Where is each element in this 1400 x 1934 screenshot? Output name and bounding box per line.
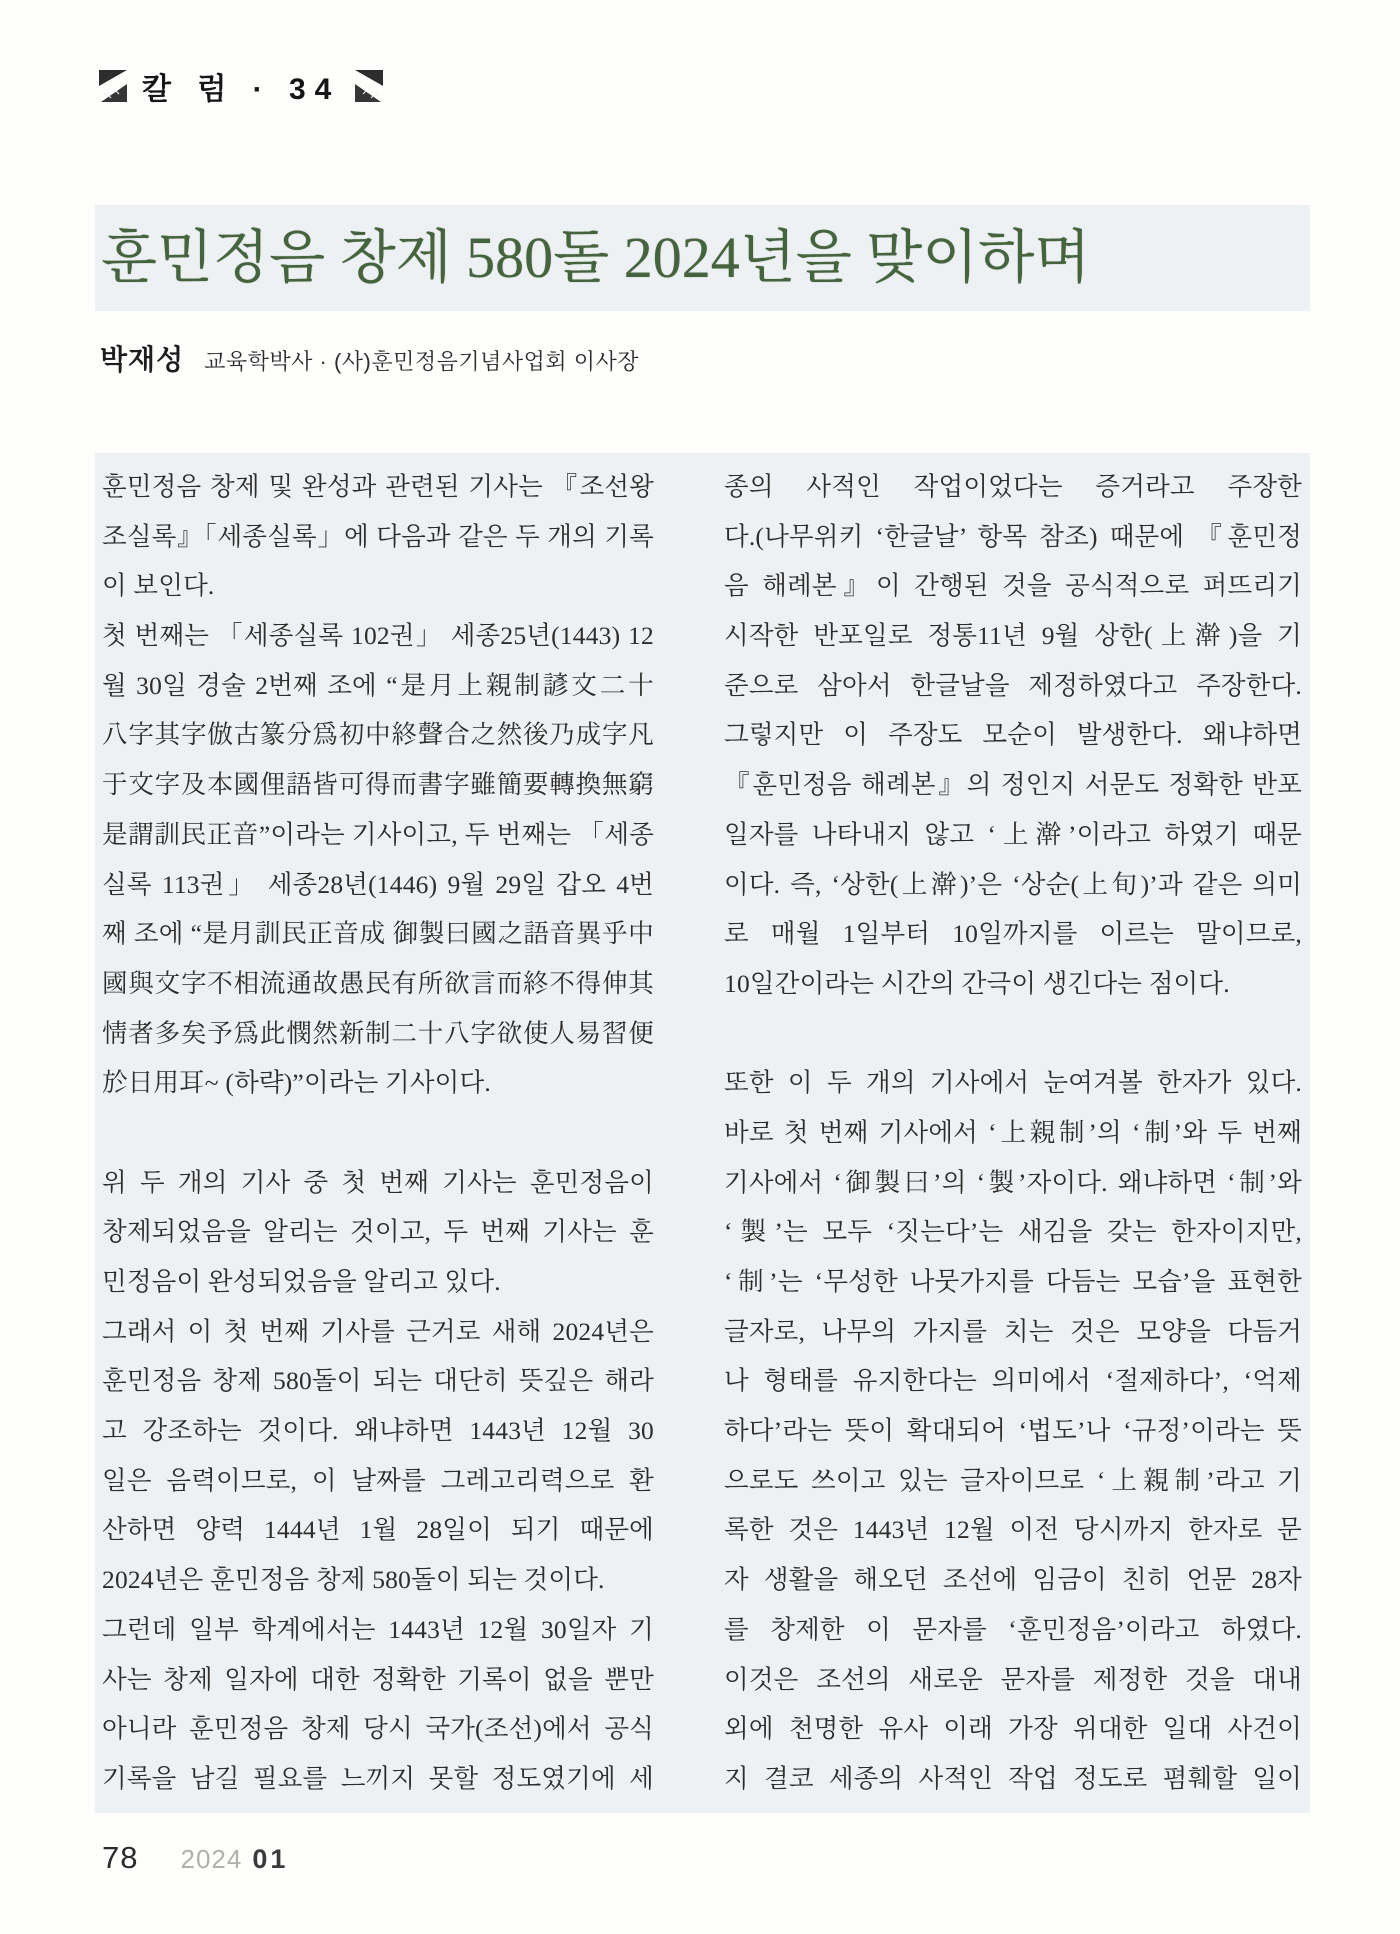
text-line: 그렇지만 이 주장도 모순이 발생한다. 왜냐하면 — [724, 720, 1302, 750]
text-line: 사는 창제 일자에 대한 정확한 기록이 없을 뿐만 — [102, 1664, 654, 1694]
text-line — [724, 1009, 1302, 1059]
text-line: 바로 첫 번째 기사에서 ‘上親制’의 ‘制’와 두 번째 — [724, 1117, 1302, 1147]
text-line: 國與文字不相流通故愚民有所欲言而終不得伸其 — [102, 968, 654, 998]
text-line: 조실록』「세종실록」에 다음과 같은 두 개의 기록 — [102, 521, 654, 551]
text-line: 10일간이라는 시간의 간극이 생긴다는 점이다. — [724, 968, 1230, 998]
text-line: 고 강조하는 것이다. 왜냐하면 1443년 12월 30 — [102, 1416, 654, 1446]
text-line: 종의 사적인 작업이었다는 증거라고 주장한 — [724, 472, 1302, 501]
page-number: 78 — [102, 1840, 139, 1875]
author-title: 교육학박사 · (사)훈민정음기념사업회 이사장 — [204, 349, 640, 374]
text-line: 째 조에 “是月訓民正音成 御製曰國之語音異乎中 — [102, 919, 654, 949]
text-line: 위 두 개의 기사 중 첫 번째 기사는 훈민정음이 — [102, 1167, 654, 1197]
text-line: 시작한 반포일로 정통11년 9월 상한(上澣)을 기 — [724, 621, 1302, 651]
text-line: 산하면 양력 1444년 1월 28일이 되기 때문에 — [102, 1515, 654, 1545]
text-line: 이 보인다. — [102, 571, 215, 601]
text-line: ‘製’는 모두 ‘짓는다’는 새김을 갖는 한자이지만, — [724, 1217, 1302, 1247]
title-band — [95, 205, 1310, 311]
text-line: 일은 음력이므로, 이 날짜를 그레고리력으로 환 — [102, 1465, 654, 1495]
text-line: 로 매월 1일부터 10일까지를 이르는 말이므로, — [724, 919, 1302, 949]
text-line: 또한 이 두 개의 기사에서 눈여겨볼 한자가 있다. — [724, 1068, 1302, 1098]
text-line: 于文字及本國俚語皆可得而書字雖簡要轉換無窮 — [102, 770, 654, 800]
text-line: 민정음이 완성되었음을 알리고 있다. — [102, 1267, 501, 1296]
text-line: 於日用耳~ (하략)”이라는 기사이다. — [102, 1068, 491, 1098]
text-line: 으로도 쓰이고 있는 글자이므로 ‘上親制’라고 기 — [724, 1465, 1302, 1495]
text-line: 첫 번째는 「세종실록 102권」 세종25년(1443) 12 — [102, 621, 654, 651]
text-line: 八字其字倣古篆分爲初中終聲合之然後乃成字凡 — [102, 720, 654, 750]
text-line: ‘制’는 ‘무성한 나뭇가지를 다듬는 모습’을 표현한 — [724, 1267, 1302, 1296]
text-line: 『훈민정음 해례본』의 정인지 서문도 정확한 반포 — [724, 770, 1302, 800]
article-body — [95, 453, 1310, 1813]
column-header-label: 칼 럼 · 34 — [142, 73, 341, 106]
text-line: 그런데 일부 학계에서는 1443년 12월 30일자 기 — [102, 1614, 654, 1644]
text-line: 자 생활을 해오던 조선에 임금이 친히 언문 28자 — [724, 1565, 1302, 1595]
text-line: 다.(나무위키 ‘한글날’ 항목 참조) 때문에 『훈민정 — [724, 521, 1302, 551]
text-line: 록한 것은 1443년 12월 이전 당시까지 한자로 문 — [724, 1515, 1302, 1545]
text-line: 하다’라는 뜻이 확대되어 ‘법도’나 ‘규정’이라는 뜻 — [724, 1416, 1302, 1446]
footer-issue: 01 — [252, 1844, 289, 1874]
text-line: 훈민정음 창제 580돌이 되는 대단히 뜻깊은 해라 — [102, 1366, 654, 1396]
text-line: 情者多矣予爲此憫然新制二十八字欲使人易習便 — [102, 1018, 654, 1048]
text-line: 일자를 나타내지 않고 ‘上澣’이라고 하였기 때문 — [724, 819, 1302, 849]
text-line: 훈민정음 창제 및 완성과 관련된 기사는 『조선왕 — [102, 472, 654, 501]
text-line: 是謂訓民正音”이라는 기사이고, 두 번째는 「세종 — [102, 819, 654, 849]
text-line: 지 결코 세종의 사적인 작업 정도로 폄훼할 일이 — [724, 1763, 1302, 1793]
text-line: 글자로, 나무의 가지를 치는 것은 모양을 다듬거 — [724, 1316, 1302, 1346]
article-title: 훈민정음 창제 580돌 2024년을 맞이하며 — [101, 225, 1091, 290]
text-line: 그래서 이 첫 번째 기사를 근거로 새해 2024년은 — [102, 1316, 654, 1346]
text-line: 이다. 즉, ‘상한(上澣)’은 ‘상순(上旬)’과 같은 의미 — [724, 869, 1302, 899]
text-line: 2024년은 훈민정음 창제 580돌이 되는 것이다. — [102, 1565, 605, 1595]
column-header-badge — [98, 66, 384, 106]
author-name: 박재성 — [100, 344, 185, 375]
ornament-left-icon — [98, 69, 128, 103]
text-line: 아니라 훈민정음 창제 당시 국가(조선)에서 공식 — [102, 1714, 654, 1744]
text-line: 창제되었음을 알리는 것이고, 두 번째 기사는 훈 — [102, 1217, 654, 1247]
text-line: 기록을 남길 필요를 느끼지 못할 정도였기에 세 — [102, 1763, 654, 1793]
right-column — [724, 462, 1302, 1804]
text-line: 준으로 삼아서 한글날을 제정하였다고 주장한다. — [724, 670, 1302, 700]
text-line: 를 창제한 이 문자를 ‘훈민정음’이라고 하였다. — [724, 1614, 1302, 1644]
text-line: 음 해례본』이 간행된 것을 공식적으로 퍼뜨리기 — [724, 571, 1302, 601]
text-line: 외에 천명한 유사 이래 가장 위대한 일대 사건이 — [724, 1714, 1302, 1744]
text-line: 실록 113권」 세종28년(1446) 9월 29일 갑오 4번 — [102, 869, 654, 899]
byline — [100, 338, 639, 378]
text-line: 기사에서 ‘御製曰’의 ‘製’자이다. 왜냐하면 ‘制’와 — [724, 1167, 1302, 1197]
left-column — [102, 462, 654, 1804]
text-line: 월 30일 경술 2번째 조에 “是月上親制諺文二十 — [102, 670, 654, 700]
ornament-right-icon — [354, 69, 384, 103]
text-line: 이것은 조선의 새로운 문자를 제정한 것을 대내 — [724, 1664, 1302, 1694]
text-line: 나 형태를 유지한다는 의미에서 ‘절제하다’, ‘억제 — [724, 1366, 1302, 1396]
page-footer — [102, 1840, 288, 1876]
text-line — [102, 1108, 654, 1158]
footer-volume: 2024 — [180, 1844, 243, 1874]
